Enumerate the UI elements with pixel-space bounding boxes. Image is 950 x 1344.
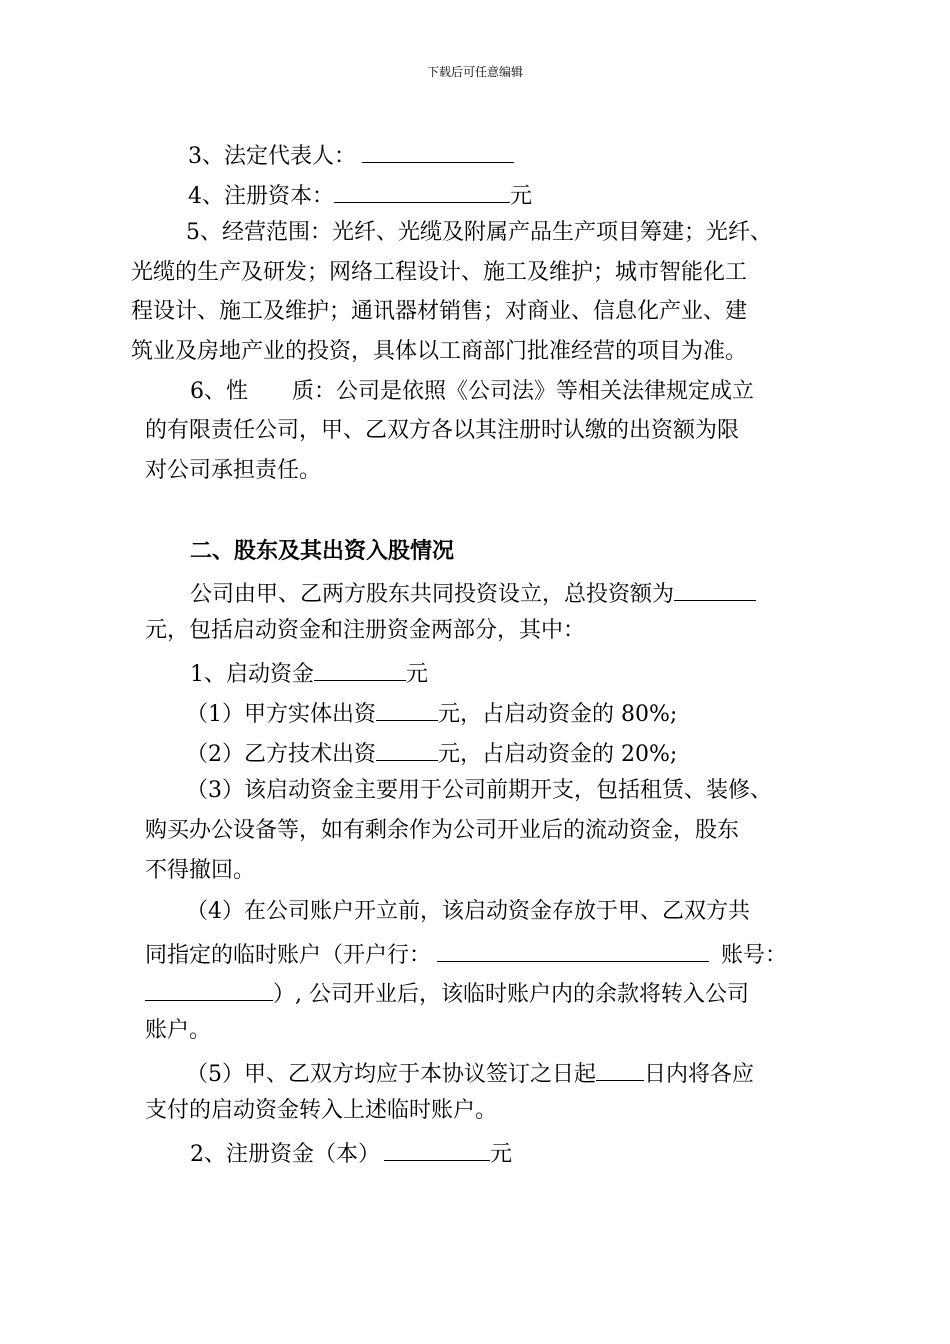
party-b-label: （2）乙方技术出资 [186,742,376,767]
intro-line-1 [190,576,756,610]
party-b-blank [376,736,438,761]
account-blank [145,976,273,1001]
reg-capital-unit: 元 [510,184,533,209]
legal-rep-blank [362,138,514,163]
item4-line-1: （4）在公司账户开立前，该启动资金存放于甲、乙双方共 [186,899,750,924]
registered-label: 2、注册资金（本） [190,1142,380,1167]
nature-line-2: 的有限责任公司，甲、乙双方各以其注册时认缴的出资额为限 [145,418,740,443]
item5-line-2: 支付的启动资金转入上述临时账户。 [145,1098,498,1123]
party-b-share: 元，占启动资金的 20%; [438,742,678,767]
registered-capital-line [190,1136,512,1170]
startup-blank [314,656,406,681]
registered-unit: 元 [490,1142,513,1167]
startup-capital-line [190,656,428,690]
legal-rep-label: 3、法定代表人： [188,144,356,169]
nature-line-1 [190,377,754,407]
page-header: 下载后可任意编辑 [426,65,523,79]
item3-line-2: 购买办公设备等，如有剩余作为公司开业后的流动资金，股东 [145,818,740,843]
party-a-share: 元，占启动资金的 80%; [438,702,678,727]
clause-legal-representative [188,138,514,172]
bank-blank [437,937,709,962]
item4-line-2 [145,937,787,971]
total-investment-blank [674,576,756,601]
section-heading: 二、股东及其出资入股情况 [190,538,455,564]
item4-line-4: 账户。 [145,1018,212,1043]
intro-text: 公司由甲、乙两方股东共同投资设立，总投资额为 [190,582,675,607]
nature-text: 质：公司是依照《公司法》等相关法律规定成立 [292,379,755,404]
party-a-label: （1）甲方实体出资 [186,702,376,727]
reg-capital-blank [334,178,510,203]
scope-line-4: 筑业及房地产业的投资，具体以工商部门批准经营的项目为准。 [131,339,748,364]
clause-registered-capital [188,178,532,212]
item5-line-1 [186,1056,754,1090]
registered-blank [384,1136,490,1161]
item5-text-a: （5）甲、乙双方均应于本协议签订之日起 [186,1062,596,1087]
item3-line-1: （3）该启动资金主要用于公司前期开支，包括租赁、装修、 [186,778,772,803]
account-label: 账号： [721,943,788,968]
startup-label: 1、启动资金 [190,662,314,687]
reg-capital-label: 4、注册资本： [188,184,334,209]
scope-line-3: 程设计、施工及维护；通讯器材销售；对商业、信息化产业、建 [131,299,748,324]
party-b-contribution [186,736,677,770]
bank-label: 同指定的临时账户（开户行： [145,943,432,968]
scope-line-2: 光缆的生产及研发；网络工程设计、施工及维护；城市智能化工 [131,260,748,285]
days-blank [596,1056,644,1081]
startup-unit: 元 [406,662,429,687]
scope-line-1: 5、经营范围：光纤、光缆及附属产品生产项目筹建；光纤、 [186,220,772,245]
intro-line-2: 元，包括启动资金和注册资金两部分，其中： [145,618,586,643]
nature-label: 6、性 [190,379,248,404]
party-a-contribution [186,696,677,730]
party-a-blank [376,696,438,721]
nature-line-3: 对公司承担责任。 [145,458,322,483]
item4-line-3 [145,976,749,1010]
item3-line-3: 不得撤回。 [145,858,256,883]
item5-text-b: 日内将各应 [644,1062,755,1087]
item4-text: ）, 公司开业后，该临时账户内的余款将转入公司 [273,982,749,1007]
